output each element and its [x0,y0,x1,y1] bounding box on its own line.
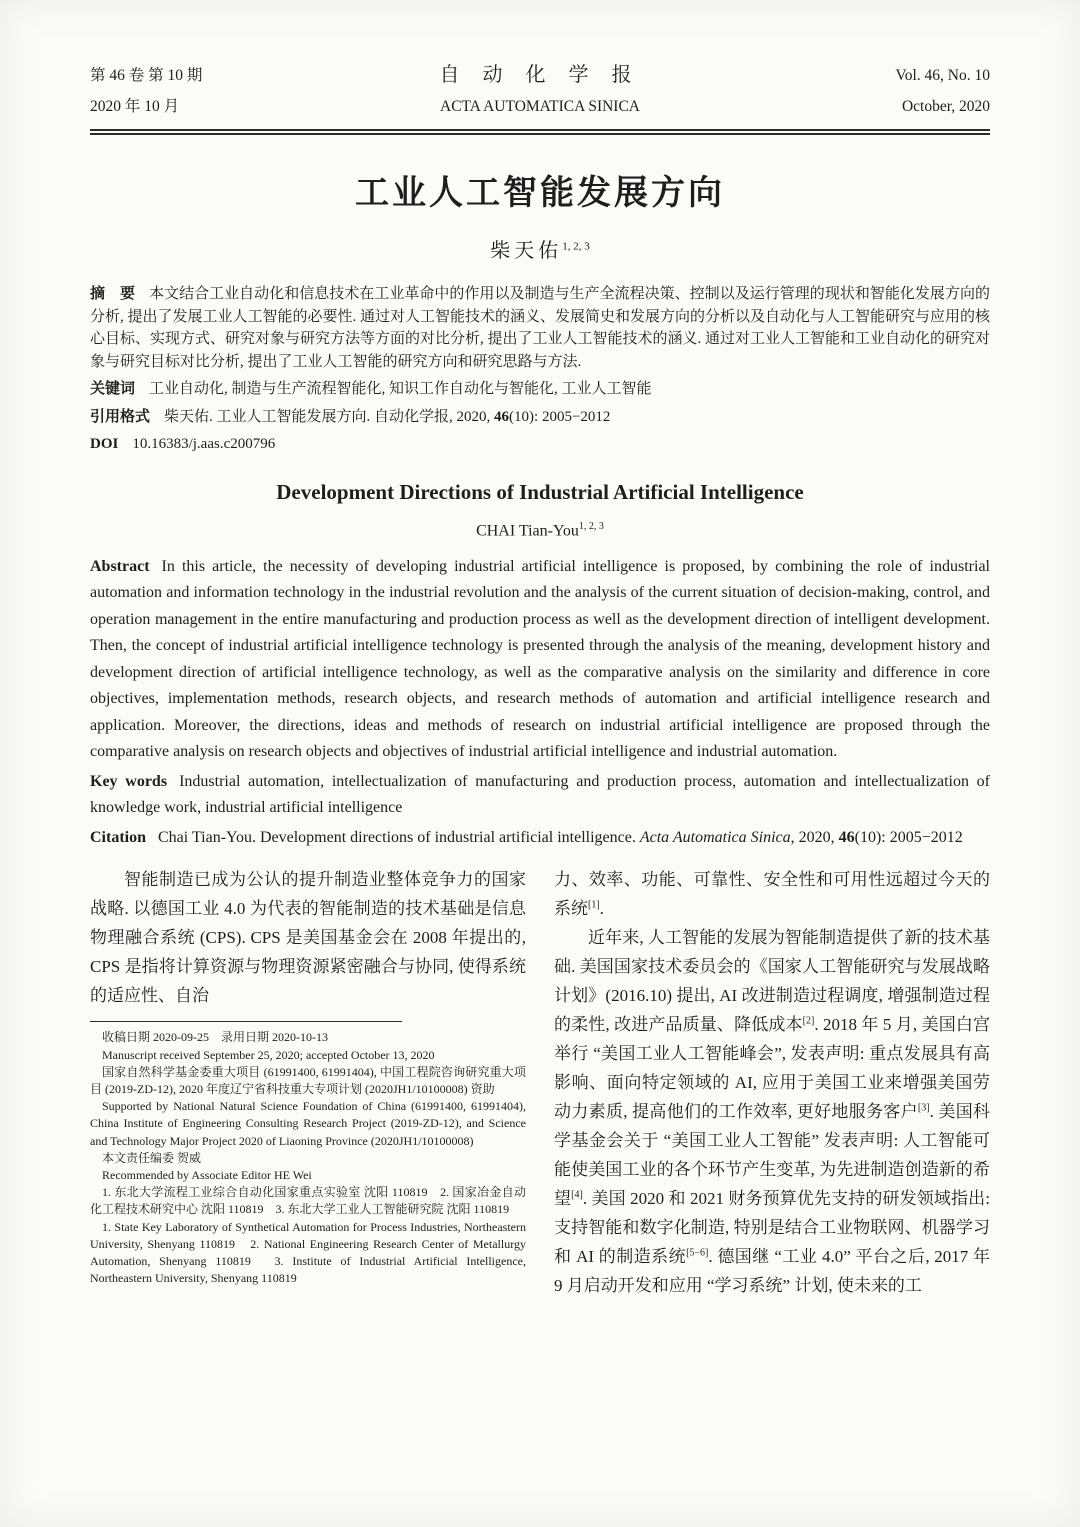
masthead-center [315,60,765,122]
masthead-left [90,60,315,122]
doi-value: 10.16383/j.aas.c200796 [132,436,276,452]
rp2-text-e: . 德国继 “工业 4.0” 平台之后, 2017 年 9 月启动开发和应用 “学习系统” 计划, 使未来的工 [554,1247,990,1296]
rp2-text-c: . 美国科学基金会关于 “美国工业人工智能” 发表声明: 人工智能可能使美国工业的各个环节产生变革, 为先进制造创造新的希望 [554,1102,991,1209]
abstract-cn-label: 摘 要 [90,286,136,302]
journal-issue-en: Vol. 46, No. 10 [895,67,990,84]
reference-mark-5-6: [5−6] [686,1247,709,1259]
citation-en-paragraph [90,825,990,852]
citation-cn-paragraph [90,406,990,429]
author-name-en: CHAI Tian-You [476,521,579,539]
author-name-cn: 柴天佑 [490,240,563,262]
body-paragraph-left: 智能制造已成为公认的提升制造业整体竞争力的国家战略. 以德国工业 4.0 为代表的智能制造的技术基础是信息物理融合系统 (CPS). CPS 是美国基金会在 2008 年提出的, CPS 是指将计算资源与物理资源紧密融合与协同, 使得系统的适应性、自治 [90,870,526,1006]
left-column [90,865,526,1300]
citation-en-label: Citation [90,828,146,846]
footnote-received-en: Manuscript received September 25, 2020; accepted October 13, 2020 [102,1047,435,1062]
footnote-funding-cn: 国家自然科学基金委重大项目 (61991400, 61991404), 中国工程院咨询研究重大项目 (2019-ZD-12), 2020 年度辽宁省科技重大专项计划 (2020JH1/10100008) 资助 [90,1064,526,1096]
author-affiliation-sup-cn: 1, 2, 3 [562,240,590,253]
citation-en-pre: Chai Tian-You. Development directions of industrial artificial intelligence. [158,828,640,846]
abstract-en-paragraph [90,554,990,766]
abstract-cn-paragraph [90,283,990,373]
article-title-en: Development Directions of Industrial Artificial Intelligence [276,479,804,504]
citation-en-volume: 46 [838,828,855,846]
citation-en-mid: , 2020, [790,828,839,846]
abstract-en-label: Abstract [90,557,150,575]
body-paragraph-right-1 [554,865,990,923]
rp1-text-end: . [599,899,604,919]
author-affiliation-sup-en: 1, 2, 3 [578,520,604,532]
journal-masthead [90,60,990,122]
rp2-text-b: . 2018 年 5 月, 美国白宫举行 “美国工业人工智能峰会”, 发表声明: 重点发展具有高影响、面向特定领域的 AI, 应用于美国工业来增强美国劳动力素质, 提高他们的工作效率, 更好地服务客户 [554,1015,991,1122]
abstract-en-text: In this article, the necessity of developing industrial artificial intelligence is proposed, by combining the role of industrial automation and information technology in the industrial revolution and the analysis of the current situation of decision-making, control, and operation management in the entire manufacturing and production process as well as the development direction of intelligent development. Then, the concept of industrial artificial intelligence technology is presented through the analysis of the meaning, development history and development direction of artificial intelligence technology, as well as the comparative analysis on the similarity and difference in core objectives, implementation methods, research objects, and research methods of automation and artificial intelligence research and application. Moreover, the directions, ideas and methods of research on industrial artificial intelligence are proposed through the comparative analysis on research objects and objectives of industrial artificial intelligence and industrial automation. [90,557,990,761]
journal-date-cn: 2020 年 10 月 [90,98,180,115]
footnote-editor-en: Recommended by Associate Editor HE Wei [102,1167,312,1182]
right-column [554,865,990,1300]
keywords-cn-paragraph [90,378,990,401]
footnotes-block [90,1029,526,1287]
chinese-meta-block [90,283,990,456]
citation-en-post: (10): 2005−2012 [854,828,963,846]
citation-cn-label: 引用格式 [90,408,151,425]
rp2-text-d: . 美国 2020 和 2021 财务预算优先支持的研发领域指出: 支持智能和数字化制造, 特别是结合工业物联网、机器学习和 AI 的制造系统 [554,1189,990,1267]
footnote-divider [90,1021,402,1022]
footnote-received-cn: 收稿日期 2020-09-25 录用日期 2020-10-13 [102,1030,328,1045]
masthead-right [765,60,990,122]
citation-cn-volume: 46 [494,408,510,425]
journal-issue-cn: 第 46 卷 第 10 期 [90,67,203,84]
footnote-affiliations-cn: 1. 东北大学流程工业综合自动化国家重点实验室 沈阳 110819 2. 国家冶金自动化工程技术研究中心 沈阳 110819 3. 东北大学工业人工智能研究院 沈阳 110819 [90,1185,526,1217]
citation-cn-pre: 柴天佑. 工业人工智能发展方向. 自动化学报, 2020, [164,408,495,425]
abstract-cn-text: 本文结合工业自动化和信息技术在工业革命中的作用以及制造与生产全流程决策、控制以及运行管理的现状和智能化发展方向的分析, 提出了发展工业人工智能的必要性. 通过对人工智能技术的涵义、发展简史和发展方向的分析以及自动化与人工智能研究与应用的核心目标、实现方式、研究对象与研究方法等方面的对比分析, 提出了工业人工智能技术的涵义. 通过对工业人工智能和工业自动化的研究对象与研究目标对比分析, 提出了工业人工智能的研究方向和研究思路与方法. [90,286,991,370]
keywords-en-label: Key words [90,772,168,790]
rp1-text: 力、效率、功能、可靠性、安全性和可用性远超过今天的系统 [554,870,990,919]
journal-name-cn: 自 动 化 学 报 [439,64,641,86]
body-columns [90,865,990,1300]
rp2-text-a: 近年来, 人工智能的发展为智能制造提供了新的技术基础. 美国国家技术委员会的《国家人工智能研究与发展战略计划》(2016.10) 提出, AI 改进制造过程调度, 增强制造过程的柔性, 改进产品质量、降低成本 [554,928,990,1035]
reference-mark-2: [2] [802,1015,815,1027]
footnote-editor-cn: 本文责任编委 贺威 [102,1150,202,1165]
doi-paragraph [90,433,990,456]
article-author-cn [90,234,990,263]
doi-label: DOI [90,436,119,452]
reference-mark-3: [3] [917,1102,930,1114]
body-paragraph-right-2 [554,923,990,1300]
keywords-cn-label: 关键词 [90,381,136,397]
keywords-en-text: Industrial automation, intellectualization of manufacturing and production process, automation and intellectualization of knowledge work, industrial artificial intelligence [90,772,991,817]
footnote-affiliations-en: 1. State Key Laboratory of Synthetical Automation for Process Industries, Northeastern University, Shenyang 110819 2. National Engineering Research Center of Metallurgy Automation, Shenyang 110819 3. Institute of Industrial Artificial Intelligence, Northeastern University, Shenyang 110819 [90,1219,526,1286]
citation-cn-post: (10): 2005−2012 [509,408,611,425]
masthead-divider [90,129,990,135]
journal-date-en: October, 2020 [901,98,990,115]
english-meta-block [90,554,990,852]
footnote-funding-en: Supported by National Natural Science Foundation of China (61991400, 61991404), China Institute of Engineering Consulting Research Project (2019-ZD-12), and Science and Technology Major Project 2020 of Liaoning Province (2020JH1/10100008) [90,1099,526,1148]
article-title-cn: 工业人工智能发展方向 [355,174,725,212]
keywords-en-paragraph [90,769,990,822]
reference-mark-4: [4] [571,1189,583,1201]
journal-name-en: ACTA AUTOMATICA SINICA [440,98,640,115]
keywords-cn-text: 工业自动化, 制造与生产流程智能化, 知识工作自动化与智能化, 工业人工智能 [149,381,652,397]
article-author-en [90,521,990,540]
reference-mark-1: [1] [588,899,600,911]
citation-en-journal: Acta Automatica Sinica [639,828,791,846]
